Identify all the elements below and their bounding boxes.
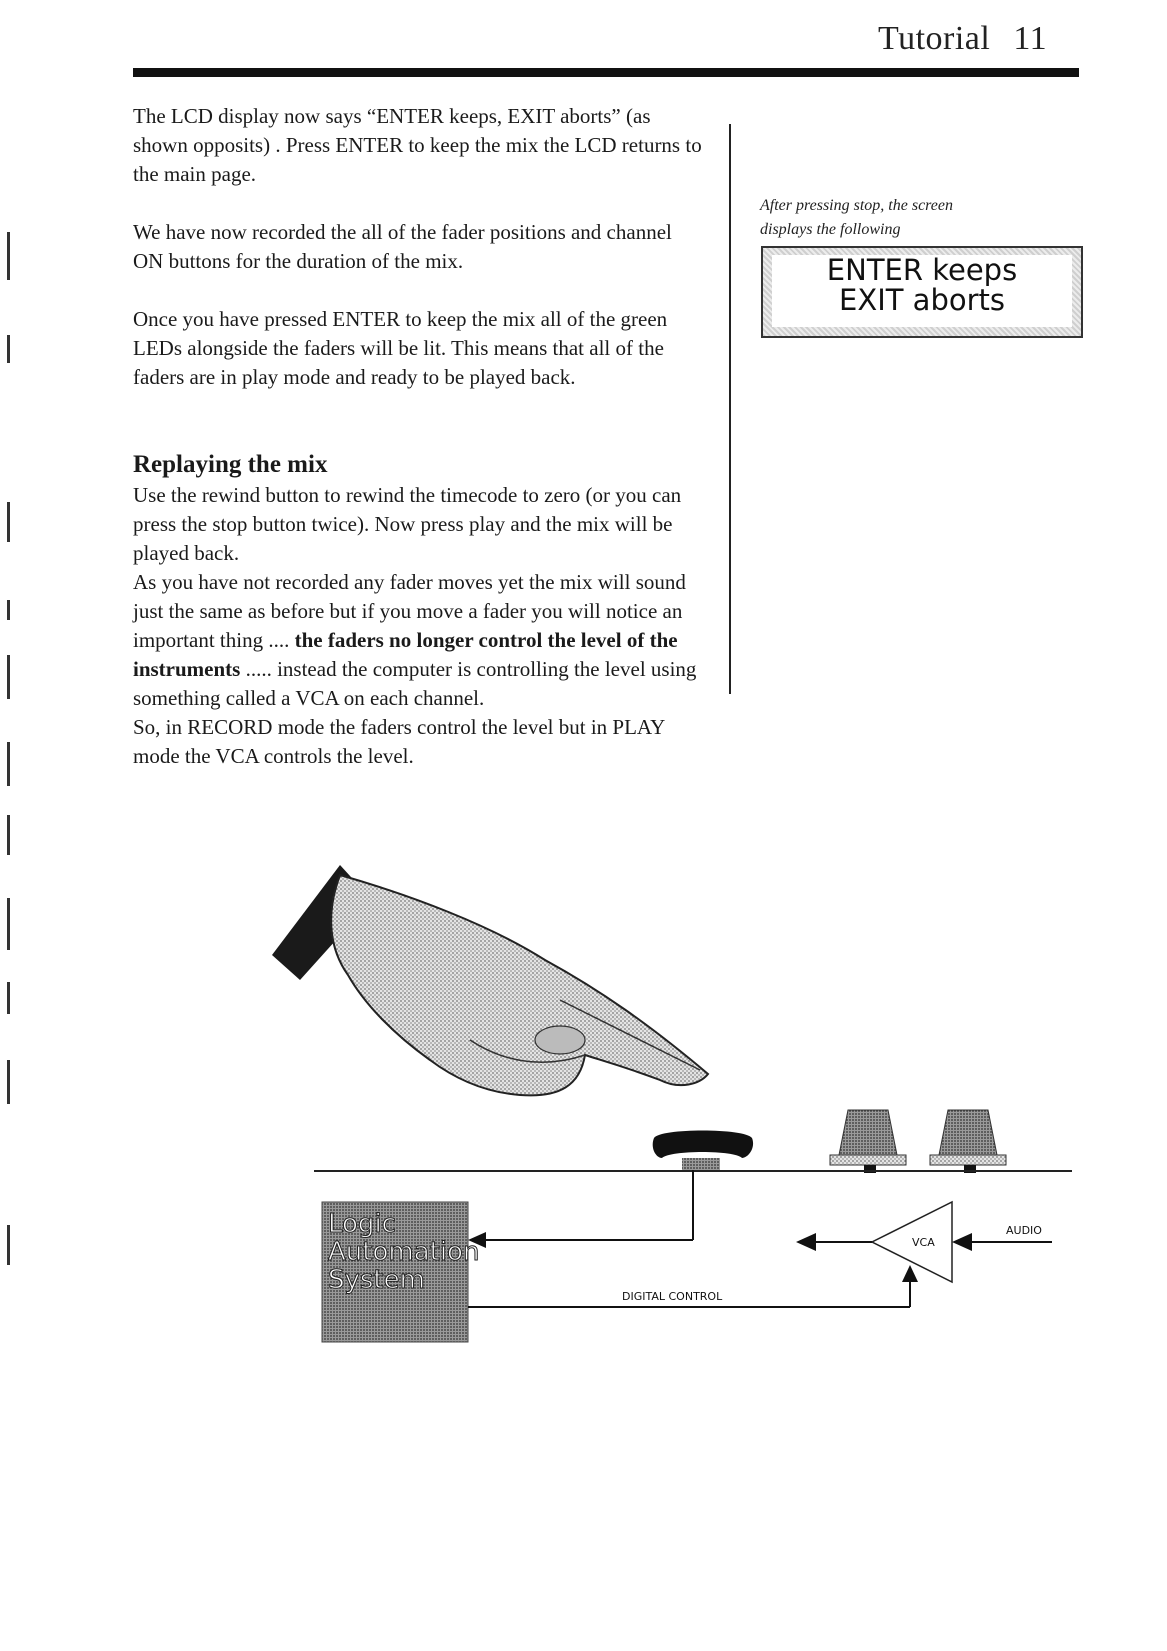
section-heading: Replaying the mix bbox=[133, 451, 328, 478]
intro-paragraph-3: Once you have pressed ENTER to keep the mix all of the green LEDs alongside the faders will be lit. This means that all of the faders are in play mode and ready to be played back. bbox=[133, 307, 668, 389]
fader-knob-2 bbox=[930, 1110, 1006, 1173]
automation-box-label: Logic Automation System bbox=[328, 1209, 480, 1295]
fader-knob-1 bbox=[830, 1110, 906, 1173]
replay-paragraph-1: Use the rewind button to rewind the timecode to zero (or you can press the stop button twice). Now press play and the mix will be played back. bbox=[133, 483, 682, 565]
play-button-cap bbox=[653, 1131, 753, 1171]
sidebar-caption: After pressing stop, the screen displays the following bbox=[760, 197, 954, 238]
header-section-title: Tutorial bbox=[878, 20, 991, 57]
lcd-line-2: EXIT aborts bbox=[839, 283, 1005, 317]
replay-paragraph-2: As you have not recorded any fader moves yet the mix will sound just the same as before but if you move a fader you will notice an important thing .... the faders no longer control the level of the instruments ..... instead the computer is controlling the level using something called a VCA on each channel. bbox=[133, 570, 697, 710]
digital-control-label: DIGITAL CONTROL bbox=[622, 1290, 723, 1303]
lcd-line-1: ENTER keeps bbox=[826, 253, 1018, 287]
audio-in-arrow bbox=[952, 1233, 972, 1251]
vca-label: VCA bbox=[912, 1236, 935, 1249]
pointing-hand-illustration bbox=[272, 865, 708, 1095]
page-number: 11 bbox=[1013, 20, 1048, 57]
audio-label: AUDIO bbox=[1006, 1224, 1042, 1237]
emphasis-text: the faders no longer control the level of the instruments bbox=[133, 628, 678, 681]
replay-paragraph-3: So, in RECORD mode the faders control the level but in PLAY mode the VCA controls the level. bbox=[133, 715, 665, 768]
arrow-to-vca bbox=[902, 1265, 918, 1282]
intro-paragraph-2: We have now recorded the all of the fader positions and channel ON buttons for the duration of the mix. bbox=[133, 220, 672, 273]
hand-shape bbox=[331, 875, 708, 1095]
audio-out-arrow bbox=[796, 1233, 816, 1251]
intro-paragraph-1: The LCD display now says “ENTER keeps, EXIT aborts” (as shown opposits) . Press ENTER to keep the mix the LCD returns to the main page. bbox=[133, 104, 702, 186]
